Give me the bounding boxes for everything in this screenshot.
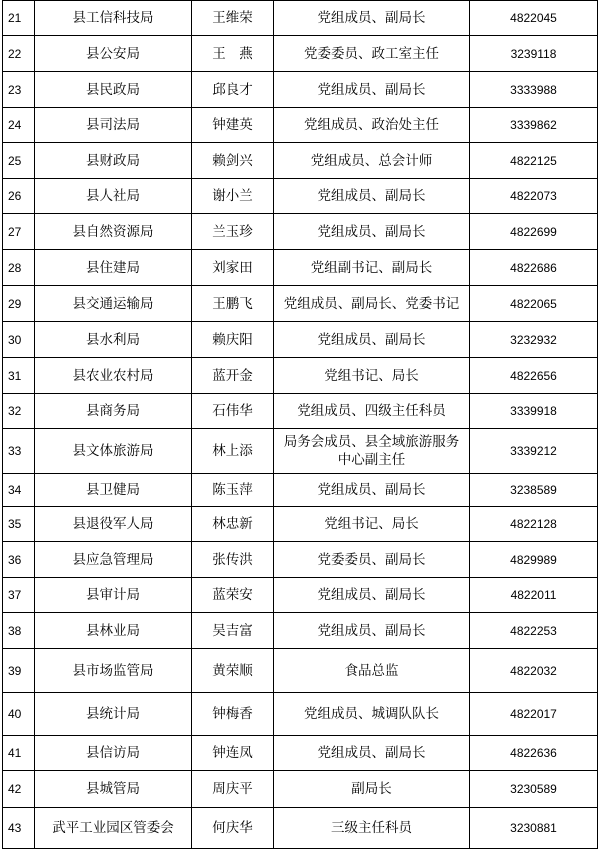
phone-cell: 3339918	[470, 394, 598, 429]
table-row	[3, 72, 598, 108]
duty-cell: 党组成员、副局长	[274, 322, 470, 358]
table-row	[3, 507, 598, 542]
unit-cell: 县财政局	[35, 143, 192, 179]
phone-cell: 4822686	[470, 250, 598, 286]
unit-cell: 县司法局	[35, 108, 192, 143]
unit-cell: 县商务局	[35, 394, 192, 429]
person-name-cell: 钟连凤	[192, 736, 274, 771]
table-row	[3, 578, 598, 613]
duty-cell: 党组成员、副局长	[274, 613, 470, 649]
person-name-cell: 陈玉萍	[192, 474, 274, 507]
duty-cell: 党组成员、副局长	[274, 179, 470, 214]
duty-cell: 党组书记、局长	[274, 507, 470, 542]
unit-cell: 县城管局	[35, 771, 192, 808]
duty-cell: 党组书记、局长	[274, 358, 470, 394]
unit-cell: 县住建局	[35, 250, 192, 286]
unit-cell: 武平工业园区管委会	[35, 808, 192, 849]
person-name-cell: 林上添	[192, 429, 274, 474]
table-row	[3, 736, 598, 771]
phone-cell: 4822065	[470, 286, 598, 322]
person-name-cell: 王维荣	[192, 1, 274, 36]
row-number-cell: 21	[3, 1, 35, 36]
person-name-cell: 周庆平	[192, 771, 274, 808]
phone-cell: 3238589	[470, 474, 598, 507]
phone-cell: 3339212	[470, 429, 598, 474]
duty-cell: 食品总监	[274, 649, 470, 693]
unit-cell: 县统计局	[35, 693, 192, 736]
row-number-cell: 43	[3, 808, 35, 849]
unit-cell: 县文体旅游局	[35, 429, 192, 474]
duty-cell: 党组成员、四级主任科员	[274, 394, 470, 429]
table-row	[3, 36, 598, 72]
unit-cell: 县卫健局	[35, 474, 192, 507]
row-number-cell: 36	[3, 542, 35, 578]
table-row	[3, 250, 598, 286]
table-row	[3, 429, 598, 474]
unit-cell: 县交通运输局	[35, 286, 192, 322]
table-row	[3, 808, 598, 849]
phone-cell: 3230589	[470, 771, 598, 808]
duty-cell: 党组副书记、副局长	[274, 250, 470, 286]
phone-cell: 3333988	[470, 72, 598, 108]
unit-cell: 县人社局	[35, 179, 192, 214]
unit-cell: 县林业局	[35, 613, 192, 649]
row-number-cell: 33	[3, 429, 35, 474]
row-number-cell: 40	[3, 693, 35, 736]
table-row	[3, 322, 598, 358]
phone-cell: 3232932	[470, 322, 598, 358]
person-name-cell: 张传洪	[192, 542, 274, 578]
unit-cell: 县农业农村局	[35, 358, 192, 394]
table-body	[3, 1, 598, 849]
row-number-cell: 32	[3, 394, 35, 429]
person-name-cell: 石伟华	[192, 394, 274, 429]
person-name-cell: 王 燕	[192, 36, 274, 72]
person-name-cell: 林忠新	[192, 507, 274, 542]
unit-cell: 县工信科技局	[35, 1, 192, 36]
row-number-cell: 34	[3, 474, 35, 507]
table-row	[3, 613, 598, 649]
table-row	[3, 179, 598, 214]
person-name-cell: 王鹏飞	[192, 286, 274, 322]
table-row	[3, 542, 598, 578]
person-name-cell: 钟建英	[192, 108, 274, 143]
table-row	[3, 474, 598, 507]
person-name-cell: 谢小兰	[192, 179, 274, 214]
table-row	[3, 693, 598, 736]
phone-cell: 3230881	[470, 808, 598, 849]
person-name-cell: 刘家田	[192, 250, 274, 286]
phone-cell: 4822011	[470, 578, 598, 613]
duty-cell: 党组成员、副局长	[274, 474, 470, 507]
table-row	[3, 108, 598, 143]
person-name-cell: 蓝荣安	[192, 578, 274, 613]
duty-cell: 党组成员、政治处主任	[274, 108, 470, 143]
duty-cell: 党委委员、政工室主任	[274, 36, 470, 72]
duty-cell: 副局长	[274, 771, 470, 808]
unit-cell: 县水利局	[35, 322, 192, 358]
table-row	[3, 286, 598, 322]
row-number-cell: 25	[3, 143, 35, 179]
row-number-cell: 26	[3, 179, 35, 214]
person-name-cell: 赖庆阳	[192, 322, 274, 358]
row-number-cell: 27	[3, 214, 35, 250]
person-name-cell: 黄荣顺	[192, 649, 274, 693]
contact-table	[2, 0, 598, 849]
duty-cell: 党委委员、副局长	[274, 542, 470, 578]
duty-cell: 党组成员、副局长	[274, 578, 470, 613]
unit-cell: 县退役军人局	[35, 507, 192, 542]
phone-cell: 4829989	[470, 542, 598, 578]
duty-cell: 党组成员、副局长	[274, 72, 470, 108]
duty-cell: 党组成员、城调队队长	[274, 693, 470, 736]
row-number-cell: 42	[3, 771, 35, 808]
duty-cell: 党组成员、副局长	[274, 736, 470, 771]
person-name-cell: 赖剑兴	[192, 143, 274, 179]
table-row	[3, 214, 598, 250]
person-name-cell: 何庆华	[192, 808, 274, 849]
row-number-cell: 37	[3, 578, 35, 613]
duty-cell: 党组成员、副局长	[274, 1, 470, 36]
phone-cell: 3239118	[470, 36, 598, 72]
unit-cell: 县信访局	[35, 736, 192, 771]
phone-cell: 4822032	[470, 649, 598, 693]
phone-cell: 4822636	[470, 736, 598, 771]
duty-cell: 党组成员、总会计师	[274, 143, 470, 179]
row-number-cell: 29	[3, 286, 35, 322]
unit-cell: 县民政局	[35, 72, 192, 108]
phone-cell: 3339862	[470, 108, 598, 143]
phone-cell: 4822017	[470, 693, 598, 736]
phone-cell: 4822125	[470, 143, 598, 179]
unit-cell: 县市场监管局	[35, 649, 192, 693]
duty-cell: 局务会成员、县全域旅游服务 中心副主任	[274, 429, 470, 474]
row-number-cell: 31	[3, 358, 35, 394]
row-number-cell: 39	[3, 649, 35, 693]
unit-cell: 县审计局	[35, 578, 192, 613]
table-row	[3, 394, 598, 429]
table-row	[3, 771, 598, 808]
phone-cell: 4822045	[470, 1, 598, 36]
duty-cell: 党组成员、副局长、党委书记	[274, 286, 470, 322]
phone-cell: 4822656	[470, 358, 598, 394]
table-row	[3, 649, 598, 693]
table-row	[3, 358, 598, 394]
row-number-cell: 23	[3, 72, 35, 108]
phone-cell: 4822699	[470, 214, 598, 250]
unit-cell: 县应急管理局	[35, 542, 192, 578]
table-row	[3, 143, 598, 179]
unit-cell: 县公安局	[35, 36, 192, 72]
phone-cell: 4822128	[470, 507, 598, 542]
row-number-cell: 24	[3, 108, 35, 143]
person-name-cell: 蓝开金	[192, 358, 274, 394]
row-number-cell: 41	[3, 736, 35, 771]
table-row	[3, 1, 598, 36]
phone-cell: 4822073	[470, 179, 598, 214]
row-number-cell: 22	[3, 36, 35, 72]
person-name-cell: 兰玉珍	[192, 214, 274, 250]
row-number-cell: 30	[3, 322, 35, 358]
person-name-cell: 邱良才	[192, 72, 274, 108]
unit-cell: 县自然资源局	[35, 214, 192, 250]
row-number-cell: 35	[3, 507, 35, 542]
duty-cell: 三级主任科员	[274, 808, 470, 849]
row-number-cell: 38	[3, 613, 35, 649]
row-number-cell: 28	[3, 250, 35, 286]
person-name-cell: 钟梅香	[192, 693, 274, 736]
duty-cell: 党组成员、副局长	[274, 214, 470, 250]
person-name-cell: 吴吉富	[192, 613, 274, 649]
phone-cell: 4822253	[470, 613, 598, 649]
